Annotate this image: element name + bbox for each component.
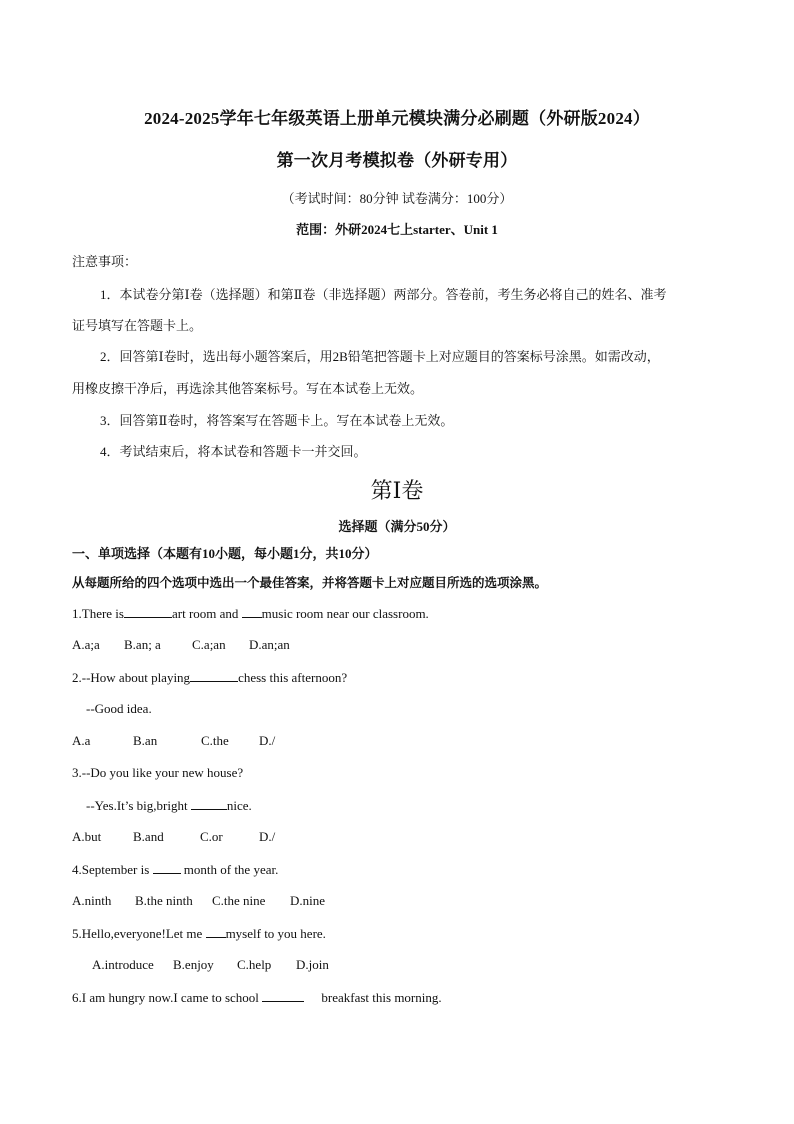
q1-option-d[interactable]: D.an;an (249, 637, 290, 652)
question-4-options (72, 893, 325, 909)
q5-option-d[interactable]: D.join (296, 957, 329, 972)
question-2-stem (72, 669, 347, 686)
q3-option-b[interactable]: B.and (133, 829, 164, 844)
question-1-stem (72, 605, 429, 622)
exam-subtitle: 第一次月考模拟卷（外研专用） (276, 151, 518, 170)
q4-option-a[interactable]: A.ninth (72, 893, 112, 908)
question-1-options (72, 637, 290, 653)
q5-stem-part2: myself to you here. (225, 926, 326, 941)
q3-option-c[interactable]: C.or (200, 829, 223, 844)
q5-stem-part1: 5.Hello,everyone!Let me (72, 926, 206, 941)
q6-blank (262, 989, 304, 1002)
note-item-3: 3．回答第Ⅱ卷时，将答案写在答题卡上。写在本试卷上无效。 (100, 413, 454, 428)
q2-stem-part1: 2.--How about playing (72, 670, 191, 685)
q4-option-b[interactable]: B.the ninth (135, 893, 193, 908)
q2-option-c[interactable]: C.the (201, 733, 229, 748)
q3-option-a[interactable]: A.but (72, 829, 102, 844)
part-instruction: 从每题所给的四个选项中选出一个最佳答案，并将答题卡上对应题目所选的选项涂黑。 (72, 576, 548, 590)
note-item-2-line1: 2．回答第Ⅰ卷时，选出每小题答案后，用2B铅笔把答题卡上对应题目的答案标号涂黑。如需改动， (100, 349, 660, 364)
q2-option-a[interactable]: A.a (72, 733, 91, 748)
note-item-4: 4．考试结束后，将本试卷和答题卡一并交回。 (100, 444, 367, 459)
exam-info: （考试时间：80分钟 试卷满分：100分） (281, 191, 513, 206)
q3-reply-part2: nice. (226, 798, 252, 813)
question-5-options (92, 957, 329, 973)
section-subtitle: 选择题（满分50分） (338, 519, 456, 534)
question-2-options (72, 733, 275, 749)
q5-option-a[interactable]: A.introduce (92, 957, 154, 972)
q1-stem-part3: music room near our classroom. (261, 606, 429, 621)
note-item-2-line2: 用橡皮擦干净后，再选涂其他答案标号。写在本试卷上无效。 (72, 381, 424, 396)
part-title: 一、单项选择（本题有10小题，每小题1分，共10分） (72, 546, 378, 561)
q1-option-b[interactable]: B.an; a (124, 637, 161, 652)
notes-heading: 注意事项： (72, 254, 138, 269)
section-title: 第Ⅰ卷 (370, 478, 424, 503)
q5-blank (206, 925, 226, 938)
q6-stem-part1: 6.I am hungry now.I came to school (72, 990, 263, 1005)
q6-stem-part2: breakfast this morning. (318, 990, 442, 1005)
q2-stem-part2: chess this afternoon? (238, 670, 348, 685)
q1-option-c[interactable]: C.a;an (192, 637, 226, 652)
q2-blank (190, 669, 238, 682)
q1-option-a[interactable]: A.a;a (72, 637, 100, 652)
exam-title: 2024-2025学年七年级英语上册单元模块满分必刷题（外研版2024） (144, 109, 650, 128)
exam-scope: 范围：外研2024七上starter、Unit 1 (296, 222, 498, 237)
q2-option-d[interactable]: D./ (259, 733, 276, 748)
question-6-stem (72, 989, 442, 1006)
q5-option-b[interactable]: B.enjoy (173, 957, 214, 972)
q5-option-c[interactable]: C.help (237, 957, 272, 972)
question-3-stem: 3.--Do you like your new house? (72, 765, 244, 780)
q3-reply-part1: --Yes.It’s big,bright (86, 798, 191, 813)
question-3-options (72, 829, 275, 845)
note-item-1-line2: 证号填写在答题卡上。 (72, 318, 203, 333)
question-4-stem (72, 861, 278, 878)
q2-option-b[interactable]: B.an (133, 733, 158, 748)
q4-option-c[interactable]: C.the nine (212, 893, 266, 908)
q3-option-d[interactable]: D./ (259, 829, 276, 844)
q1-stem-part2: art room and (171, 606, 242, 621)
question-3-reply (86, 797, 252, 814)
q3-blank (191, 797, 227, 810)
note-item-1-line1: 1．本试卷分第Ⅰ卷（选择题）和第Ⅱ卷（非选择题）两部分。答卷前，考生务必将自己的姓名、准考 (100, 287, 667, 302)
question-5-stem (72, 925, 326, 942)
q1-blank-2 (242, 605, 262, 618)
q4-stem-part2: month of the year. (180, 862, 279, 877)
q4-blank (153, 861, 181, 874)
question-2-reply: --Good idea. (86, 701, 152, 716)
q1-stem-part1: 1.There is (72, 606, 124, 621)
q1-blank-1 (124, 605, 172, 618)
q4-option-d[interactable]: D.nine (290, 893, 326, 908)
q4-stem-part1: 4.September is (72, 862, 153, 877)
